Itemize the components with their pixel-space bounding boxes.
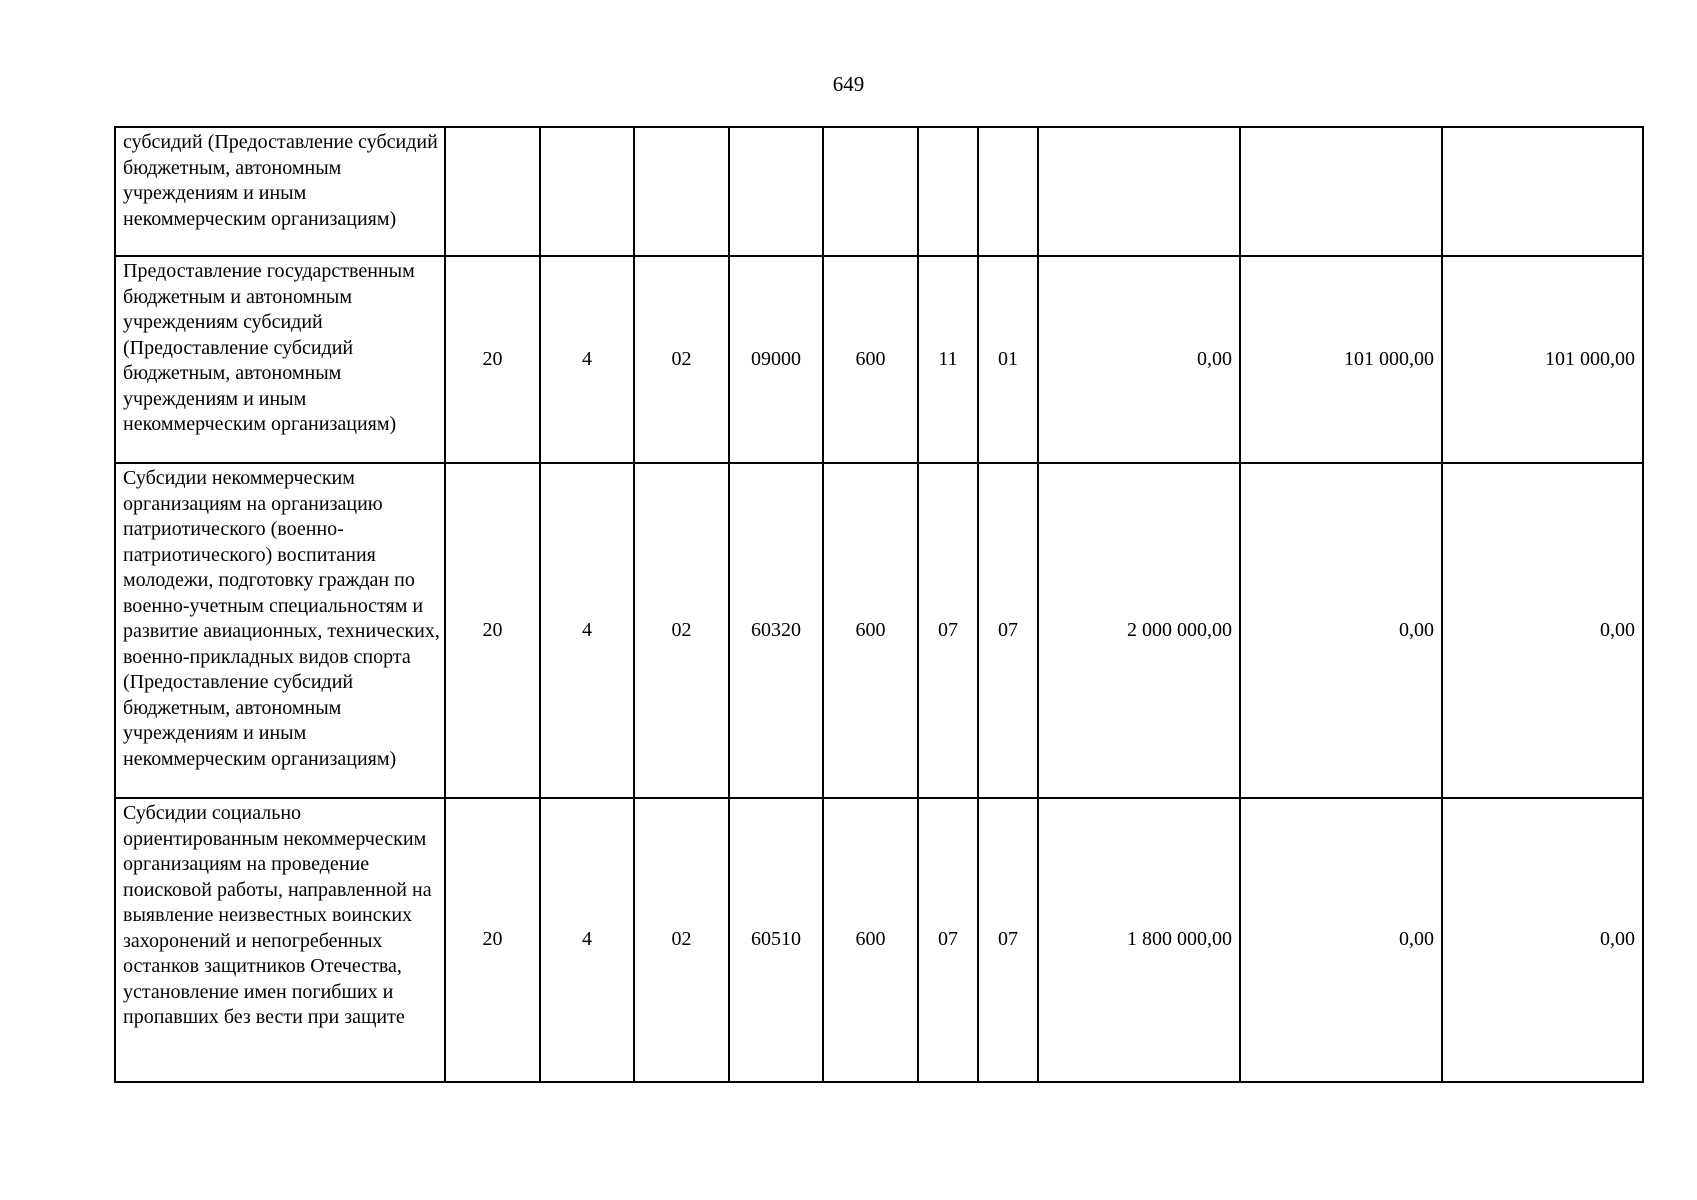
code-cell: 02 <box>634 256 729 463</box>
budget-table <box>114 126 1644 1083</box>
code-cell: 07 <box>918 798 978 1082</box>
code-cell: 02 <box>634 798 729 1082</box>
amount-cell: 0,00 <box>1240 798 1442 1082</box>
code-cell: 4 <box>540 798 634 1082</box>
code-cell: 01 <box>978 256 1038 463</box>
code-cell: 60320 <box>729 463 823 798</box>
code-cell: 600 <box>823 256 918 463</box>
code-cell: 11 <box>918 256 978 463</box>
code-cell <box>634 127 729 256</box>
code-cell <box>540 127 634 256</box>
code-cell: 4 <box>540 256 634 463</box>
table-row <box>115 463 1643 798</box>
code-cell: 20 <box>445 256 540 463</box>
code-cell: 20 <box>445 463 540 798</box>
code-cell <box>729 127 823 256</box>
row-name: субсидий (Предоставление субсидий бюджетным, автономным учреждениям и иным некоммерческим организациям) <box>115 127 445 256</box>
amount-cell <box>1442 127 1643 256</box>
code-cell: 02 <box>634 463 729 798</box>
amount-cell: 101 000,00 <box>1240 256 1442 463</box>
amount-cell: 0,00 <box>1442 463 1643 798</box>
table-row <box>115 256 1643 463</box>
code-cell: 07 <box>978 798 1038 1082</box>
table-row <box>115 127 1643 256</box>
amount-cell <box>1240 127 1442 256</box>
code-cell <box>918 127 978 256</box>
row-name: Субсидии некоммерческим организациям на организацию патриотического (военно-патриотического) воспитания молодежи, подготовку граждан по военно-учетным специальностям и развитие авиационных, технических, военно-прикладных видов спорта (Предоставление субсидий бюджетным, автономным учреждениям и иным некоммерческим организациям) <box>115 463 445 798</box>
amount-cell: 2 000 000,00 <box>1038 463 1240 798</box>
code-cell <box>823 127 918 256</box>
amount-cell: 0,00 <box>1240 463 1442 798</box>
code-cell <box>445 127 540 256</box>
code-cell: 09000 <box>729 256 823 463</box>
code-cell: 20 <box>445 798 540 1082</box>
amount-cell: 0,00 <box>1442 798 1643 1082</box>
row-name: Субсидии социально ориентированным некоммерческим организациям на проведение поисковой работы, направленной на выявление неизвестных воинских захоронений и непогребенных останков защитников Отечества, установление имен погибших и пропавших без вести при защите <box>115 798 445 1082</box>
code-cell <box>978 127 1038 256</box>
code-cell: 07 <box>978 463 1038 798</box>
table-row <box>115 798 1643 1082</box>
code-cell: 60510 <box>729 798 823 1082</box>
row-name: Предоставление государственным бюджетным и автономным учреждениям субсидий (Предоставление субсидий бюджетным, автономным учреждениям и иным некоммерческим организациям) <box>115 256 445 463</box>
code-cell: 600 <box>823 463 918 798</box>
page-number: 649 <box>832 72 865 96</box>
amount-cell <box>1038 127 1240 256</box>
amount-cell: 0,00 <box>1038 256 1240 463</box>
amount-cell: 101 000,00 <box>1442 256 1643 463</box>
code-cell: 07 <box>918 463 978 798</box>
code-cell: 4 <box>540 463 634 798</box>
code-cell: 600 <box>823 798 918 1082</box>
amount-cell: 1 800 000,00 <box>1038 798 1240 1082</box>
